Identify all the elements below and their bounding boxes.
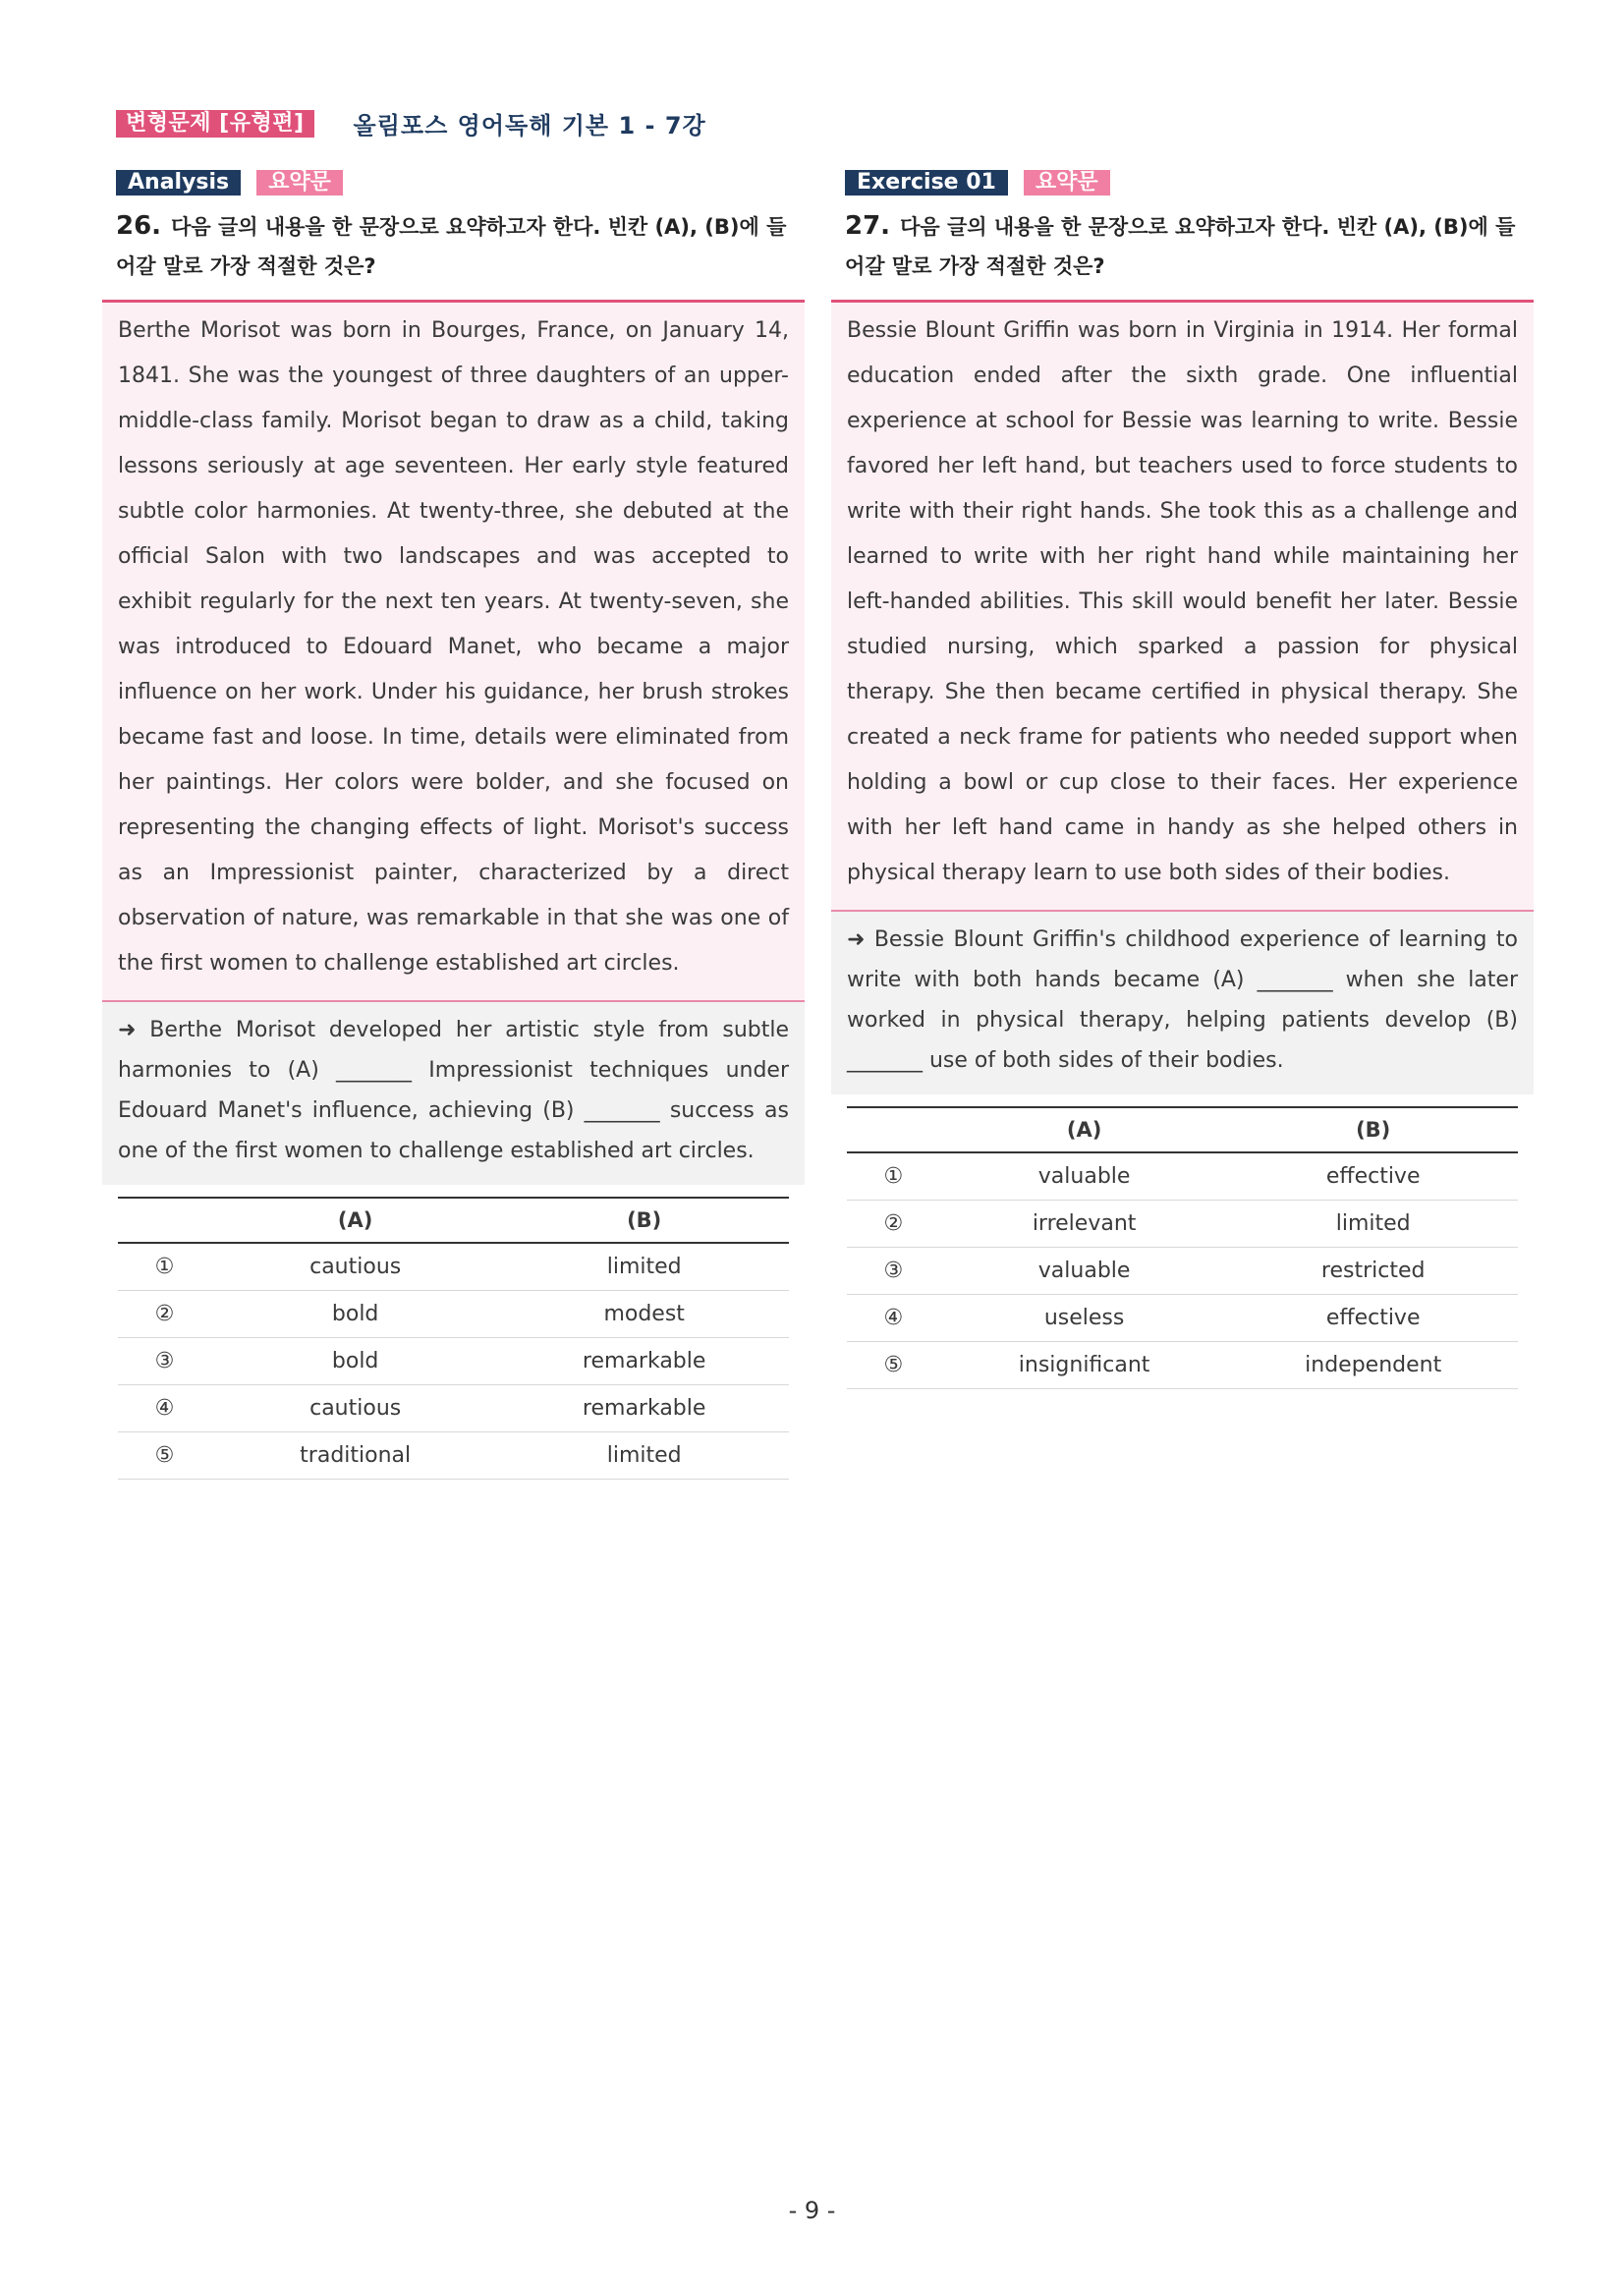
- option-a: traditional: [211, 1432, 499, 1480]
- option-number: ①: [118, 1243, 211, 1291]
- option-a: cautious: [211, 1243, 499, 1291]
- option-number-header: [118, 1198, 211, 1243]
- answer-option-2[interactable]: [847, 1201, 1518, 1248]
- option-b: independent: [1228, 1342, 1518, 1389]
- option-b: modest: [499, 1291, 789, 1338]
- page-header: [116, 106, 706, 140]
- option-number: ②: [847, 1201, 940, 1248]
- question-text: 다음 글의 내용을 한 문장으로 요약하고자 한다. 빈칸 (A), (B)에 들어갈 말로 가장 적절한 것은?: [845, 215, 1516, 278]
- answer-option-5[interactable]: [847, 1342, 1518, 1389]
- answer-options-table: [847, 1106, 1518, 1389]
- question-prompt: [116, 206, 805, 286]
- answer-option-1[interactable]: [118, 1243, 789, 1291]
- option-number: ③: [118, 1338, 211, 1385]
- question-number: 27.: [845, 211, 891, 241]
- option-number: ④: [118, 1385, 211, 1432]
- question-type-tag: 요약문: [256, 170, 343, 196]
- option-number: ②: [118, 1291, 211, 1338]
- summary-sentence: ➜ Bessie Blount Griffin's childhood experience of learning to write with both hands became (A) _______ when she later worked in physical therapy, helping patients develop (B) _______ use of both sides of their bodies.: [831, 912, 1534, 1094]
- left-column: [102, 169, 805, 1480]
- question-number: 26.: [116, 211, 162, 241]
- option-a: cautious: [211, 1385, 499, 1432]
- option-b: effective: [1228, 1295, 1518, 1342]
- summary-sentence: ➜ Berthe Morisot developed her artistic style from subtle harmonies to (A) _______ Impressionist techniques under Edouard Manet's influence, achieving (B) _______ success as one of the first women to challenge established art circles.: [102, 1002, 805, 1185]
- variant-type-tag: 변형문제 [유형편]: [116, 110, 314, 138]
- analysis-label: Analysis: [116, 170, 241, 196]
- option-number: ①: [847, 1152, 940, 1201]
- option-b: limited: [499, 1432, 789, 1480]
- option-number: ④: [847, 1295, 940, 1342]
- exercise-label: Exercise 01: [845, 170, 1008, 196]
- reading-passage: Berthe Morisot was born in Bourges, France, on January 14, 1841. She was the youngest of three daughters of an upper-middle-class family. Morisot began to draw as a child, taking lessons seriously at age seventeen. Her early style featured subtle color harmonies. At twenty-three, she debuted at the official Salon with two landscapes and was accepted to exhibit regularly for the next ten years. At twenty-seven, she was introduced to Edouard Manet, who became a major influence on her work. Under his guidance, her brush strokes became fast and loose. In time, details were eliminated from her paintings. Her colors were bolder, and she focused on representing the changing effects of light. Morisot's success as an Impressionist painter, characterized by a direct observation of nature, was remarkable in that she was one of the first women to challenge established art circles.: [102, 300, 805, 1002]
- option-a: bold: [211, 1291, 499, 1338]
- options-header-row: [118, 1198, 789, 1243]
- option-b: limited: [499, 1243, 789, 1291]
- option-b: limited: [1228, 1201, 1518, 1248]
- option-a: valuable: [940, 1152, 1229, 1201]
- question-prompt: [845, 206, 1534, 286]
- column-b-header: (B): [499, 1198, 789, 1243]
- column-a-header: (A): [211, 1198, 499, 1243]
- options-header-row: [847, 1107, 1518, 1152]
- question-type-tag: 요약문: [1024, 170, 1110, 196]
- option-b: remarkable: [499, 1338, 789, 1385]
- book-title: 올림포스 영어독해 기본 1 - 7강: [353, 112, 706, 140]
- answer-option-1[interactable]: [847, 1152, 1518, 1201]
- option-b: restricted: [1228, 1248, 1518, 1295]
- option-a: valuable: [940, 1248, 1229, 1295]
- page-number: - 9 -: [788, 2197, 836, 2224]
- option-a: insignificant: [940, 1342, 1229, 1389]
- option-a: irrelevant: [940, 1201, 1229, 1248]
- option-number-header: [847, 1107, 940, 1152]
- question-text: 다음 글의 내용을 한 문장으로 요약하고자 한다. 빈칸 (A), (B)에 들어갈 말로 가장 적절한 것은?: [116, 215, 787, 278]
- option-a: bold: [211, 1338, 499, 1385]
- question-labels: [845, 169, 1534, 196]
- column-a-header: (A): [940, 1107, 1229, 1152]
- answer-option-3[interactable]: [118, 1338, 789, 1385]
- answer-option-3[interactable]: [847, 1248, 1518, 1295]
- option-a: useless: [940, 1295, 1229, 1342]
- answer-option-4[interactable]: [847, 1295, 1518, 1342]
- answer-option-4[interactable]: [118, 1385, 789, 1432]
- option-b: effective: [1228, 1152, 1518, 1201]
- answer-options-table: [118, 1197, 789, 1480]
- reading-passage: Bessie Blount Griffin was born in Virginia in 1914. Her formal education ended after the sixth grade. One influential experience at school for Bessie was learning to write. Bessie favored her left hand, but teachers used to force students to write with their right hands. She took this as a challenge and learned to write with her right hand while maintaining her left-handed abilities. This skill would benefit her later. Bessie studied nursing, which sparked a passion for physical therapy. She then became certified in physical therapy. She created a neck frame for patients who needed support when holding a bowl or cup close to their faces. Her experience with her left hand came in handy as she helped others in physical therapy learn to use both sides of their bodies.: [831, 300, 1534, 912]
- answer-option-2[interactable]: [118, 1291, 789, 1338]
- column-b-header: (B): [1228, 1107, 1518, 1152]
- right-column: [831, 169, 1534, 1389]
- answer-option-5[interactable]: [118, 1432, 789, 1480]
- option-b: remarkable: [499, 1385, 789, 1432]
- option-number: ⑤: [118, 1432, 211, 1480]
- option-number: ③: [847, 1248, 940, 1295]
- question-labels: [116, 169, 805, 196]
- option-number: ⑤: [847, 1342, 940, 1389]
